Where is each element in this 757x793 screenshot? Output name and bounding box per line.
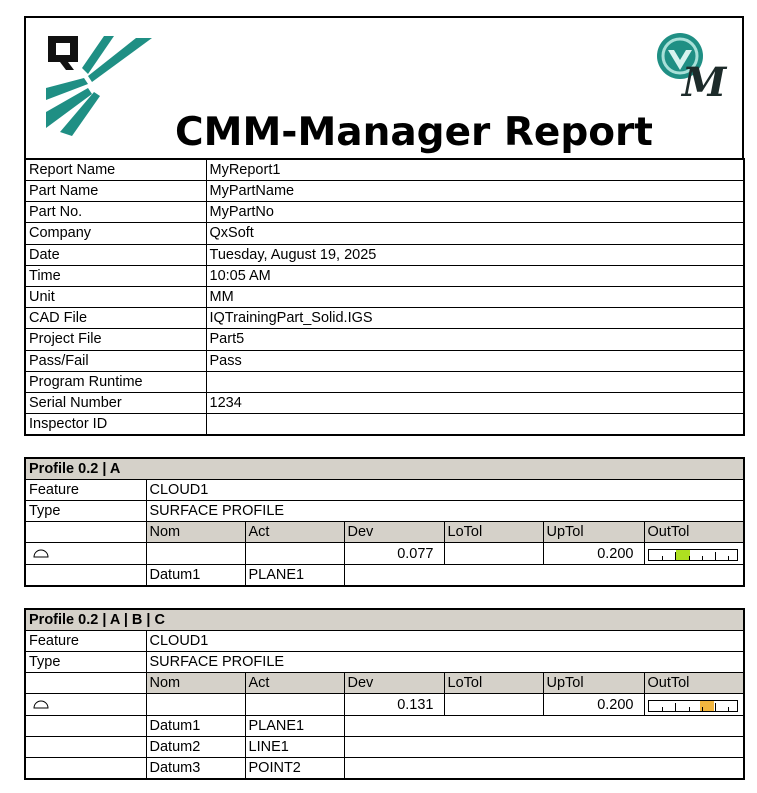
- column-header-act: Act: [245, 522, 344, 543]
- info-label: Date: [25, 244, 206, 265]
- info-row: [25, 350, 744, 371]
- column-header-outtol: OutTol: [644, 522, 744, 543]
- info-row: [25, 414, 744, 436]
- dev-value: 0.077: [344, 543, 444, 565]
- info-value: MM: [206, 286, 744, 307]
- uptol-value: 0.200: [543, 543, 644, 565]
- info-value: Part5: [206, 329, 744, 350]
- datum-filler: [344, 716, 744, 737]
- column-header-outtol: OutTol: [644, 673, 744, 694]
- type-value: SURFACE PROFILE: [146, 652, 744, 673]
- act-value: [245, 694, 344, 716]
- profile-table: [24, 457, 745, 587]
- info-row: [25, 202, 744, 223]
- info-label: Inspector ID: [25, 414, 206, 436]
- info-row: [25, 329, 744, 350]
- info-value: 1234: [206, 392, 744, 413]
- datum-row: [25, 758, 744, 780]
- datum-row: [25, 716, 744, 737]
- datum-filler: [344, 565, 744, 587]
- type-row: [25, 501, 744, 522]
- header-blank: [25, 522, 146, 543]
- info-row: [25, 265, 744, 286]
- column-header-lotol: LoTol: [444, 673, 543, 694]
- info-label: Report Name: [25, 159, 206, 181]
- datum-filler: [344, 758, 744, 780]
- outtol-tick: [662, 707, 663, 711]
- datum-filler: [344, 737, 744, 758]
- info-label: Project File: [25, 329, 206, 350]
- profile-title: Profile 0.2 | A: [25, 458, 744, 480]
- measurement-row: [25, 694, 744, 716]
- info-row: [25, 223, 744, 244]
- report-info-table: [24, 158, 745, 436]
- datum-row: [25, 565, 744, 587]
- info-label: Part No.: [25, 202, 206, 223]
- profile-title-row: [25, 609, 744, 631]
- outtol-cell: [644, 543, 744, 565]
- outtol-tick: [675, 552, 676, 560]
- feature-row: [25, 631, 744, 652]
- datum-blank: [25, 758, 146, 780]
- info-value: MyPartName: [206, 181, 744, 202]
- info-label: CAD File: [25, 308, 206, 329]
- info-row: [25, 181, 744, 202]
- column-header-lotol: LoTol: [444, 522, 543, 543]
- feature-label: Feature: [25, 631, 146, 652]
- info-value: MyReport1: [206, 159, 744, 181]
- outtol-tick: [662, 556, 663, 560]
- outtol-tick: [702, 556, 703, 560]
- datum-blank: [25, 565, 146, 587]
- feature-value: CLOUD1: [146, 631, 744, 652]
- info-label: Serial Number: [25, 392, 206, 413]
- info-label: Part Name: [25, 181, 206, 202]
- datum-value: POINT2: [245, 758, 344, 780]
- info-value: IQTrainingPart_Solid.IGS: [206, 308, 744, 329]
- uptol-value: 0.200: [543, 694, 644, 716]
- outtol-gauge: [648, 549, 738, 561]
- symbol-cell: [25, 694, 146, 716]
- info-value: [206, 414, 744, 436]
- feature-row: [25, 480, 744, 501]
- measurement-row: [25, 543, 744, 565]
- outtol-tick: [715, 552, 716, 560]
- outtol-tick: [689, 707, 690, 711]
- datum-value: PLANE1: [245, 565, 344, 587]
- cmm-manager-m-logo: [654, 30, 728, 104]
- feature-label: Feature: [25, 480, 146, 501]
- datum-name: Datum1: [146, 565, 245, 587]
- outtol-tick: [715, 703, 716, 711]
- info-value: QxSoft: [206, 223, 744, 244]
- outtol-gauge: [648, 700, 738, 712]
- surface-profile-icon: [33, 549, 49, 558]
- type-label: Type: [25, 501, 146, 522]
- column-header-nom: Nom: [146, 673, 245, 694]
- column-header-uptol: UpTol: [543, 673, 644, 694]
- feature-value: CLOUD1: [146, 480, 744, 501]
- outtol-tick: [702, 707, 703, 711]
- info-row: [25, 244, 744, 265]
- column-header-dev: Dev: [344, 522, 444, 543]
- svg-text:M: M: [682, 59, 727, 104]
- symbol-cell: [25, 543, 146, 565]
- info-value: Tuesday, August 19, 2025: [206, 244, 744, 265]
- report-header: [24, 16, 744, 158]
- datum-name: Datum2: [146, 737, 245, 758]
- profile-title: Profile 0.2 | A | B | C: [25, 609, 744, 631]
- info-label: Unit: [25, 286, 206, 307]
- nom-value: [146, 543, 245, 565]
- info-label: Pass/Fail: [25, 350, 206, 371]
- info-row: [25, 159, 744, 181]
- column-header-act: Act: [245, 673, 344, 694]
- column-header-row: [25, 522, 744, 543]
- outtol-tick: [728, 556, 729, 560]
- datum-row: [25, 737, 744, 758]
- info-row: [25, 308, 744, 329]
- info-label: Company: [25, 223, 206, 244]
- type-label: Type: [25, 652, 146, 673]
- datum-value: LINE1: [245, 737, 344, 758]
- outtol-cell: [644, 694, 744, 716]
- column-header-row: [25, 673, 744, 694]
- column-header-uptol: UpTol: [543, 522, 644, 543]
- column-header-dev: Dev: [344, 673, 444, 694]
- datum-blank: [25, 716, 146, 737]
- outtol-tick: [728, 707, 729, 711]
- surface-profile-icon: [33, 700, 49, 709]
- act-value: [245, 543, 344, 565]
- info-value: MyPartNo: [206, 202, 744, 223]
- info-value: [206, 371, 744, 392]
- profile-title-row: [25, 458, 744, 480]
- type-row: [25, 652, 744, 673]
- lotol-value: [444, 543, 543, 565]
- datum-blank: [25, 737, 146, 758]
- header-blank: [25, 673, 146, 694]
- type-value: SURFACE PROFILE: [146, 501, 744, 522]
- outtol-tick: [675, 703, 676, 711]
- datum-name: Datum1: [146, 716, 245, 737]
- datum-value: PLANE1: [245, 716, 344, 737]
- column-header-nom: Nom: [146, 522, 245, 543]
- info-value: 10:05 AM: [206, 265, 744, 286]
- dev-value: 0.131: [344, 694, 444, 716]
- nom-value: [146, 694, 245, 716]
- outtol-indicator: [676, 550, 690, 560]
- lotol-value: [444, 694, 543, 716]
- outtol-tick: [689, 556, 690, 560]
- info-row: [25, 392, 744, 413]
- report-title: CMM-Manager Report: [175, 110, 653, 155]
- datum-name: Datum3: [146, 758, 245, 780]
- info-label: Time: [25, 265, 206, 286]
- profile-table: [24, 608, 745, 780]
- info-row: [25, 286, 744, 307]
- info-row: [25, 371, 744, 392]
- info-label: Program Runtime: [25, 371, 206, 392]
- info-value: Pass: [206, 350, 744, 371]
